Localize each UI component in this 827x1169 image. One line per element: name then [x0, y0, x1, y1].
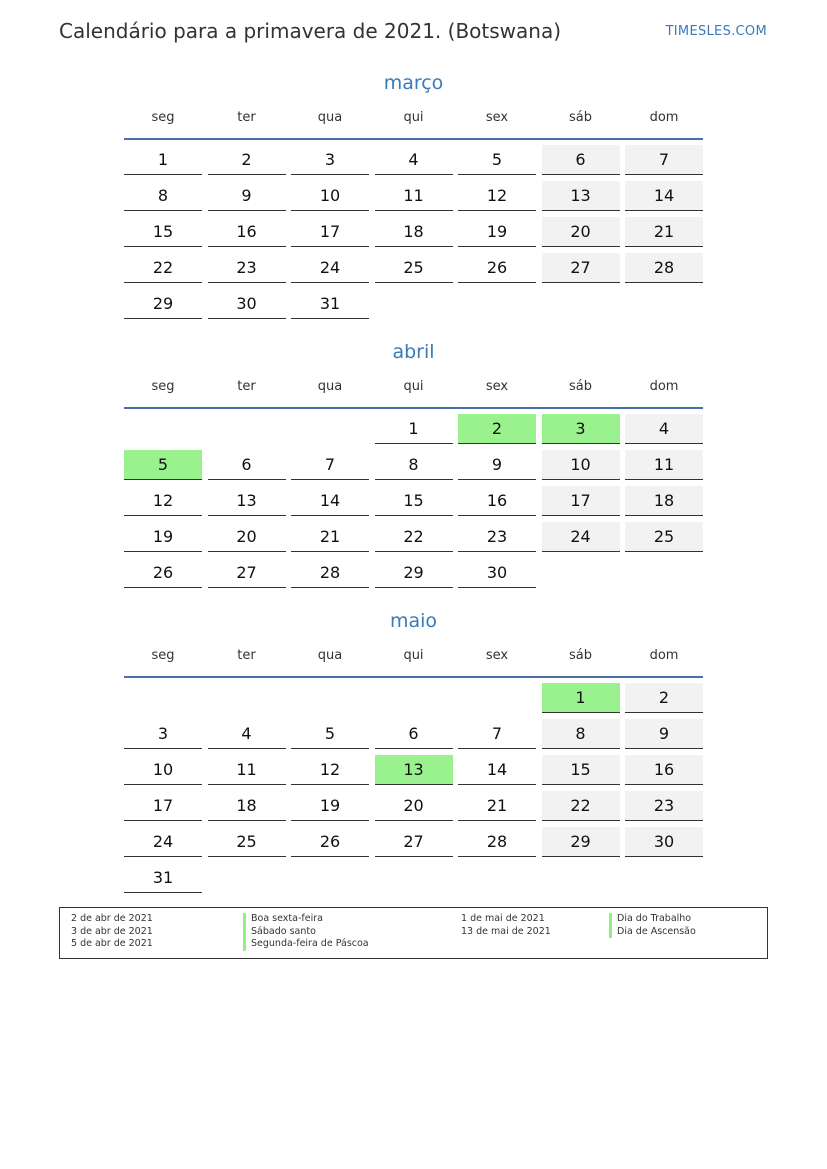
weekday-label: seg [151, 109, 175, 125]
weekday-label: sáb [569, 647, 592, 663]
legend-holiday-name: Sábado santo [243, 926, 369, 939]
day-cell: 17 [542, 486, 620, 516]
day-cell: 15 [124, 217, 202, 247]
day-cell: 6 [375, 719, 453, 749]
day-cell: 7 [625, 145, 703, 175]
day-cell: 20 [208, 522, 286, 552]
day-cell: 6 [542, 145, 620, 175]
day-cell: 8 [124, 181, 202, 211]
day-cell: 24 [542, 522, 620, 552]
legend-holiday-name: Boa sexta-feira [243, 913, 369, 926]
day-cell: 29 [542, 827, 620, 857]
day-cell: 2 [625, 683, 703, 713]
weekday-header [124, 634, 703, 678]
weekday-label: qui [403, 378, 424, 394]
day-cell: 25 [625, 522, 703, 552]
holiday-legend [59, 907, 768, 959]
day-cell: 15 [375, 486, 453, 516]
day-cell: 19 [291, 791, 369, 821]
weekday-label: qua [317, 378, 343, 394]
day-cell: 22 [124, 253, 202, 283]
holiday-day-cell: 2 [458, 414, 536, 444]
month-march [124, 70, 703, 325]
weekday-label: ter [237, 109, 256, 125]
day-cell: 16 [458, 486, 536, 516]
day-cell: 23 [625, 791, 703, 821]
day-cell: 20 [375, 791, 453, 821]
day-cell: 16 [625, 755, 703, 785]
day-cell: 23 [208, 253, 286, 283]
day-cell: 2 [208, 145, 286, 175]
day-cell: 8 [542, 719, 620, 749]
day-grid [124, 140, 703, 325]
day-cell: 3 [124, 719, 202, 749]
day-cell: 28 [291, 558, 369, 588]
day-cell: 21 [458, 791, 536, 821]
day-cell: 30 [625, 827, 703, 857]
day-cell: 31 [124, 863, 202, 893]
legend-names-1 [243, 913, 369, 951]
day-cell: 12 [458, 181, 536, 211]
day-cell: 24 [291, 253, 369, 283]
weekday-label: qua [317, 647, 343, 663]
day-cell: 13 [208, 486, 286, 516]
day-cell: 1 [375, 414, 453, 444]
month-title: maio [389, 610, 438, 632]
holiday-day-cell: 1 [542, 683, 620, 713]
day-cell: 11 [208, 755, 286, 785]
weekday-label: ter [237, 378, 256, 394]
day-cell: 8 [375, 450, 453, 480]
day-cell: 7 [291, 450, 369, 480]
empty-day-cell [291, 683, 369, 713]
weekday-label: dom [649, 109, 679, 125]
day-cell: 14 [625, 181, 703, 211]
month-title: março [383, 72, 444, 94]
day-cell: 22 [375, 522, 453, 552]
day-cell: 27 [375, 827, 453, 857]
day-cell: 23 [458, 522, 536, 552]
weekday-label: qui [403, 647, 424, 663]
day-cell: 3 [291, 145, 369, 175]
day-cell: 11 [625, 450, 703, 480]
brand-link[interactable]: TIMESLES.COM [665, 24, 767, 39]
day-grid [124, 678, 703, 899]
legend-dates-2 [461, 913, 551, 938]
day-cell: 11 [375, 181, 453, 211]
day-cell: 30 [458, 558, 536, 588]
legend-holiday-name: Dia de Ascensão [609, 926, 696, 939]
legend-holiday-name: Segunda-feira de Páscoa [243, 938, 369, 951]
day-cell: 9 [458, 450, 536, 480]
holiday-day-cell: 5 [124, 450, 202, 480]
empty-day-cell [124, 414, 202, 444]
month-title: abril [392, 341, 435, 363]
day-cell: 26 [291, 827, 369, 857]
day-cell: 4 [625, 414, 703, 444]
day-cell: 10 [291, 181, 369, 211]
day-cell: 28 [625, 253, 703, 283]
weekday-label: sex [485, 109, 509, 125]
day-cell: 17 [291, 217, 369, 247]
day-cell: 19 [124, 522, 202, 552]
day-cell: 10 [542, 450, 620, 480]
day-cell: 12 [291, 755, 369, 785]
legend-date: 1 de mai de 2021 [461, 913, 545, 924]
day-cell: 29 [375, 558, 453, 588]
day-cell: 18 [375, 217, 453, 247]
day-cell: 26 [124, 558, 202, 588]
weekday-label: dom [649, 378, 679, 394]
day-cell: 9 [625, 719, 703, 749]
day-cell: 20 [542, 217, 620, 247]
day-cell: 25 [208, 827, 286, 857]
day-cell: 6 [208, 450, 286, 480]
day-cell: 15 [542, 755, 620, 785]
day-cell: 18 [208, 791, 286, 821]
legend-holiday-name: Dia do Trabalho [609, 913, 696, 926]
holiday-day-cell: 3 [542, 414, 620, 444]
day-cell: 1 [124, 145, 202, 175]
weekday-label: seg [151, 647, 175, 663]
weekday-label: sáb [569, 378, 592, 394]
day-cell: 4 [208, 719, 286, 749]
day-cell: 21 [625, 217, 703, 247]
day-cell: 22 [542, 791, 620, 821]
month-may [124, 608, 703, 899]
legend-date: 5 de abr de 2021 [71, 938, 153, 949]
day-cell: 13 [542, 181, 620, 211]
day-cell: 19 [458, 217, 536, 247]
day-cell: 29 [124, 289, 202, 319]
day-cell: 5 [458, 145, 536, 175]
legend-dates-1 [71, 913, 153, 951]
weekday-label: ter [237, 647, 256, 663]
day-cell: 25 [375, 253, 453, 283]
day-cell: 21 [291, 522, 369, 552]
empty-day-cell [291, 414, 369, 444]
weekday-header [124, 96, 703, 140]
day-cell: 17 [124, 791, 202, 821]
legend-names-2 [609, 913, 696, 938]
empty-day-cell [375, 683, 453, 713]
day-cell: 24 [124, 827, 202, 857]
day-cell: 30 [208, 289, 286, 319]
weekday-label: qui [403, 109, 424, 125]
weekday-label: seg [151, 378, 175, 394]
day-cell: 31 [291, 289, 369, 319]
legend-date: 2 de abr de 2021 [71, 913, 153, 924]
day-cell: 14 [291, 486, 369, 516]
day-cell: 18 [625, 486, 703, 516]
day-grid [124, 409, 703, 594]
empty-day-cell [208, 683, 286, 713]
legend-date: 3 de abr de 2021 [71, 925, 153, 937]
page-title: Calendário para a primavera de 2021. (Botswana) [59, 19, 562, 43]
month-april [124, 339, 703, 594]
holiday-day-cell: 13 [375, 755, 453, 785]
empty-day-cell [208, 414, 286, 444]
day-cell: 27 [208, 558, 286, 588]
day-cell: 26 [458, 253, 536, 283]
weekday-header [124, 365, 703, 409]
weekday-label: qua [317, 109, 343, 125]
weekday-label: sex [485, 647, 509, 663]
weekday-label: dom [649, 647, 679, 663]
day-cell: 28 [458, 827, 536, 857]
day-cell: 12 [124, 486, 202, 516]
day-cell: 9 [208, 181, 286, 211]
day-cell: 14 [458, 755, 536, 785]
legend-date: 13 de mai de 2021 [461, 925, 551, 937]
weekday-label: sex [485, 378, 509, 394]
day-cell: 7 [458, 719, 536, 749]
day-cell: 5 [291, 719, 369, 749]
empty-day-cell [458, 683, 536, 713]
empty-day-cell [124, 683, 202, 713]
day-cell: 16 [208, 217, 286, 247]
day-cell: 27 [542, 253, 620, 283]
day-cell: 10 [124, 755, 202, 785]
weekday-label: sáb [569, 109, 592, 125]
day-cell: 4 [375, 145, 453, 175]
